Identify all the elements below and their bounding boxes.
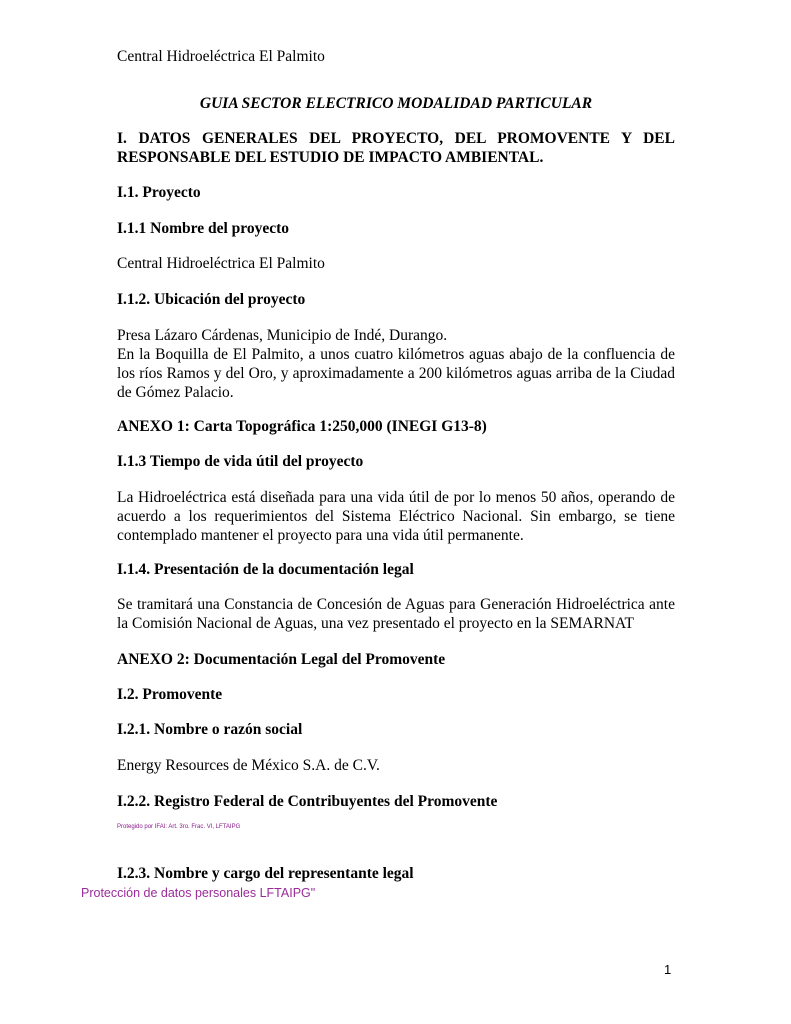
section-1-2-2-heading: I.2.2. Registro Federal de Contribuyentes del Promovente [117, 793, 498, 810]
section-1-2-3-heading: I.2.3. Nombre y cargo del representante legal [117, 865, 414, 882]
section-1-1-2-heading: I.1.2. Ubicación del proyecto [117, 291, 306, 308]
personal-data-protection-stamp: Protección de datos personales LFTAIPG" [81, 886, 316, 900]
project-name-text: Central Hidroeléctrica El Palmito [117, 255, 325, 272]
location-line: Presa Lázaro Cárdenas, Municipio de Indé, Durango. [117, 327, 448, 344]
company-name-text: Energy Resources de México S.A. de C.V. [117, 757, 380, 774]
location-paragraph: En la Boquilla de El Palmito, a unos cuatro kilómetros aguas abajo de la confluencia de los ríos Ramos y del Oro, y aproximadamente a 200 kilómetros aguas arriba de la Ciudad de Gómez Palacio. [117, 346, 675, 401]
section-1-1-heading: I.1. Proyecto [117, 184, 201, 201]
anexo-2-line: ANEXO 2: Documentación Legal del Promovente [117, 651, 446, 668]
section-1-1-3-heading: I.1.3 Tiempo de vida útil del proyecto [117, 453, 364, 470]
section-1-2-1-heading: I.2.1. Nombre o razón social [117, 721, 303, 738]
lifetime-paragraph: La Hidroeléctrica está diseñada para una vida útil de por lo menos 50 años, operando de acuerdo a los requerimientos del Sistema Eléctrico Nacional. Sin embargo, se tiene contemplado mantener el proyecto para una vida útil permanente. [117, 489, 675, 544]
legal-doc-paragraph: Se tramitará una Constancia de Concesión de Aguas para Generación Hidroeléctrica ante la Comisión Nacional de Aguas, una vez presentado el proyecto en la SEMARNAT [117, 596, 675, 632]
document-header-title: Central Hidroeléctrica El Palmito [117, 48, 325, 65]
section-1-1-4-heading: I.1.4. Presentación de la documentación legal [117, 561, 414, 578]
ifai-protection-stamp: Protegido por IFAI: Art. 3ro. Frac. VI, LFTAIPG [117, 824, 241, 830]
section-1-2-heading: I.2. Promovente [117, 686, 223, 703]
page-number: 1 [664, 962, 672, 977]
section-1-heading: I. DATOS GENERALES DEL PROYECTO, DEL PROMOVENTE Y DEL RESPONSABLE DEL ESTUDIO DE IMPACTO AMBIENTAL. [117, 130, 675, 166]
section-1-1-1-heading: I.1.1 Nombre del proyecto [117, 220, 290, 237]
guide-title: GUIA SECTOR ELECTRICO MODALIDAD PARTICULAR [199, 95, 593, 112]
anexo-1-line: ANEXO 1: Carta Topográfica 1:250,000 (INEGI G13-8) [117, 418, 487, 435]
